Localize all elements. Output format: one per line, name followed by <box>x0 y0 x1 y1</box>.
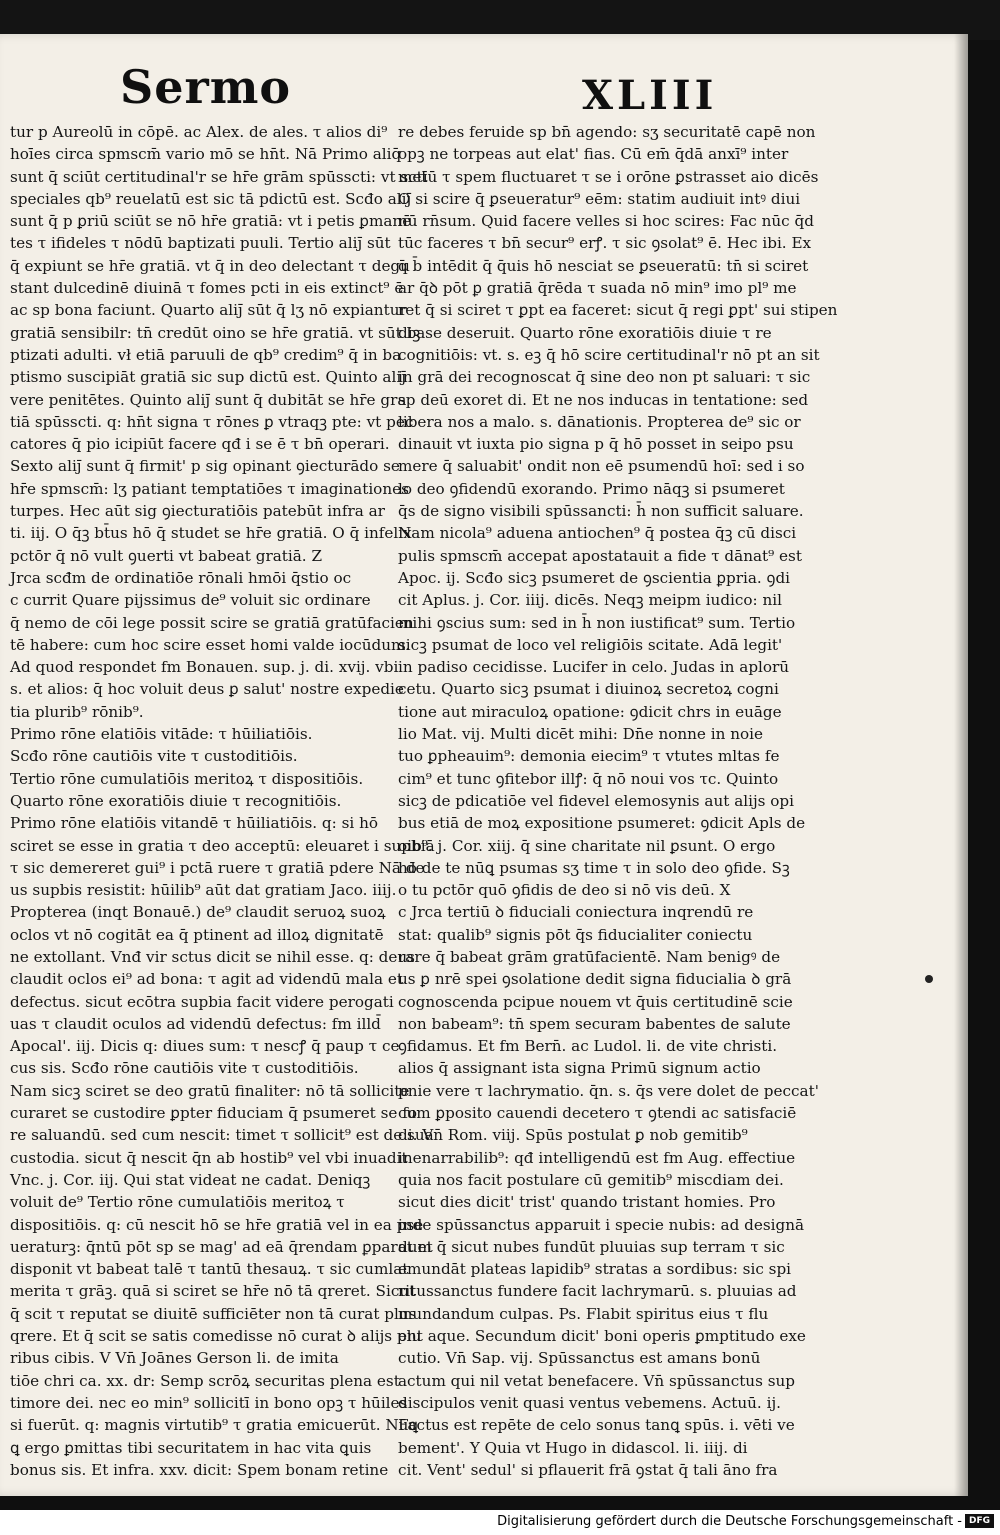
text-line: cetu. Quarto sicꝫ psumat i diuinoꝝ secretoꝝ cogni <box>398 680 779 699</box>
text-line: hō de te nūꝗ psumas sʒ time τ in solo deo ꝯfide. Sꝫ <box>398 858 790 877</box>
text-line: re saluandū. sed cum nescit: timet τ sollicit⁹ est de sua <box>10 1126 434 1145</box>
ink-spot <box>925 975 933 983</box>
text-line: ret q̄ si sciret τ ꝑpt ea faceret: sicut q̄ regi ꝑpt' sui stipen <box>398 301 838 320</box>
text-line: ptismo suscipiāt gratiā sic sup dictū est. Quinto alij̄ <box>10 368 406 387</box>
text-line: ent aque. Secundum dicit' boni operis ꝑmptitudo exe <box>398 1327 806 1346</box>
text-line: tes τ ifideles τ nōdū baptizati puuli. Tertio alij̄ sūt <box>10 234 391 253</box>
digitization-credit: Digitalisierung gefördert durch die Deutsche Forschungsgemeinschaft - <box>497 1514 962 1529</box>
text-line: us ꝑ nrē spei ꝯsolatione dedit signa fiducialia ꝺ grā <box>398 970 792 989</box>
text-line: di. Vn̄ Rom. viij. Spūs postulat ꝑ nob gemitib⁹ <box>398 1126 748 1145</box>
text-line: q̄ expiunt se hr̄e gratiā. vt q̄ in deo delectant τ degu <box>10 256 410 275</box>
text-line: discipulos venit quasi ventus vebemens. Actuū. ij. <box>398 1393 781 1412</box>
text-line: bonus sis. Et infra. xxv. dicit: Spem bonam retine <box>10 1460 389 1479</box>
text-line: voluit de⁹ Tertio rōne cumulatiōis meritoꝝ τ <box>10 1193 345 1212</box>
text-line: tiā spūsscti. q: hn̄t signa τ rōnes ꝑ vtraqꝫ pte: vt pec <box>10 412 414 431</box>
text-line: disponit vt babeat talē τ tantū thesauꝝ. τ sic cumlat <box>10 1260 409 1279</box>
text-line: dispositiōis. q: cū nescit hō se hr̄e gratiā vel in ea pse <box>10 1215 424 1234</box>
text-line: mundandum culpas. Ps. Flabit spiritus eius τ flu <box>398 1304 769 1323</box>
text-line: pnie vere τ lachrymatio. q̄n. s. q̄s vere dolet de peccat' <box>398 1081 819 1100</box>
text-line: hr̄e spmscm̄: lʒ patiant temptatiōes τ imaginationes <box>10 479 409 498</box>
text-line: c Jrca tertiū ꝺ fiduciali coniectura inqrendū re <box>398 903 754 922</box>
text-line: Nam nicola⁹ aduena antiochen⁹ q̄ postea q̄ꝫ cū disci <box>398 524 797 543</box>
text-line: ueraturꝫ: q̄ntū pōt sp se mag' ad eā q̄rendam ꝑparat et <box>10 1237 433 1256</box>
text-line: cim⁹ et tunc ꝯfitebor illꝭ: q̄ nō noui vos τc. Quinto <box>398 769 779 788</box>
text-line: Sexto alij̄ sunt q̄ firmit' p sig opinant ꝯiecturādo se <box>10 457 400 476</box>
text-line: pulis spmscm̄ accepat apostatauit a fide τ dānat⁹ est <box>398 546 802 565</box>
text-line: Nam sicꝫ sciret se deo gratū finaliter: nō tā sollicite <box>10 1081 410 1100</box>
text-line: O si scire q̄ ꝑseueratur⁹ eēm: statim audiuit intꝰ diui <box>398 189 801 208</box>
text-line: stat: qualib⁹ signis pōt q̄s fiducialiter coniectu <box>398 925 753 944</box>
left-text-column <box>10 121 435 1481</box>
dfg-logo: DFG <box>965 1514 994 1528</box>
page-edge-shadow <box>954 34 968 1496</box>
text-line: mihi ꝯscius sum: sed in h̄ non iustificat⁹ sum. Tertio <box>398 613 796 632</box>
text-line: s. et alios: q̄ hoc voluit deus ꝑ salut' nostre expedie <box>10 680 404 699</box>
text-line: custodia. sicut q̄ nescit q̄n ab hostib⁹ vel vbi inuadit <box>10 1148 408 1167</box>
text-line: oclos vt nō cogitāt ea q̄ ptinent ad illoꝝ dignitatē <box>10 925 384 944</box>
text-line: c currit Quare pijssimus de⁹ voluit sic ordinare <box>10 591 371 610</box>
text-line: turpes. Hec aūt sig ꝯiecturatiōis patebūt infra ar <box>10 502 385 521</box>
text-line: inenarrabilib⁹: qđ intelligendū est fm Aug. effectiue <box>398 1148 796 1167</box>
text-line: ptizati adulti. vł etiā paruuli de qb⁹ credim⁹ q̄ in ba <box>10 345 402 364</box>
text-line: cum ꝑposito cauendi decetero τ ꝯtendi ac satisfaciē <box>398 1104 797 1123</box>
text-line: claudit oclos ei⁹ ad bona: τ agit ad videndū mala et <box>10 970 403 989</box>
text-line: cit Aplus. j. Cor. iiij. dicēs. Neqꝫ meipm iudico: nil <box>398 591 782 610</box>
text-line: dinauit vt iuxta pio signa p q̄ hō posset in seipo psu <box>398 435 794 454</box>
text-line: cus sis. Scđo rōne cautiōis vite τ custoditiōis. <box>10 1059 359 1078</box>
text-line: cognoscenda pcipue nouem vt q̄uis certitudinē scie <box>398 992 793 1011</box>
folio-number: XLIII <box>582 72 718 119</box>
text-line: lo deo ꝯfidendū exorando. Primo nāqꝫ si psumeret <box>398 479 785 498</box>
right-text-column <box>398 121 838 1481</box>
text-line: speciales qb⁹ reuelatū est sic tā pdictū est. Scđo alij̄ <box>10 189 412 208</box>
text-line: τ sic demereret gui⁹ i pctā ruere τ gratiā pdere Nā de <box>10 858 425 877</box>
text-line: emundāt plateas lapidib⁹ stratas a sordibus: sic spi <box>398 1260 792 1279</box>
text-line: ritussanctus fundere facit lachrymarū. s. pluuias ad <box>398 1282 797 1301</box>
text-line: ne extollant. Vnđ vir sctus dicit se nihil esse. q: deus <box>10 947 415 966</box>
text-line: tione aut miraculoꝝ opatione: ꝯdicit chrs in euāge <box>398 702 782 721</box>
text-line: actum qui nil vetat benefacere. Vn̄ spūssanctus sup <box>398 1371 796 1390</box>
text-line: cit. Vent' sedul' si pflauerit frā ꝯstat q̄ tali āno fra <box>398 1460 778 1479</box>
text-line: Primo rōne elatiōis vitandē τ hūiliatiōis. q: si hō <box>10 814 379 833</box>
text-line: nū rn̄sum. Quid facere velles si hoc scires: Fac nūc q̄d <box>398 212 814 231</box>
text-line: sicꝫ de pdicatiōe vel fidevel elemosynis aut alijs opi <box>398 791 795 810</box>
text-line: non babeam⁹: tn̄ spem securam babentes de salute <box>398 1014 791 1033</box>
text-line: ti. iij. O q̄ꝫ bt̄us hō q̄ studet se hr̄e gratiā. O q̄ infelix <box>10 524 412 543</box>
text-line: cognitiōis: vt. s. eꝫ q̄ hō scire certitudinal'r nō pt an sit <box>398 345 820 364</box>
text-line: hoīes circa spmscm̄ vario mō se hn̄t. Nā Primo aliq̄ <box>10 145 402 164</box>
text-line: tē habere: cum hoc scire esset homi valde iocūdum. <box>10 635 411 654</box>
text-line: Propterea (inqt Bonauē.) de⁹ claudit seruoꝝ suoꝝ <box>10 903 386 922</box>
text-line: si fuerūt. q: magnis virtutib⁹ τ gratia emicuerūt. Nūꝗ <box>10 1416 419 1435</box>
text-line: dum q̄ sicut nubes fundūt pluuias sup terram τ sic <box>398 1237 785 1256</box>
text-line: Ad quod respondet fm Bonauen. sup. j. di. xvij. vbi <box>10 658 399 677</box>
text-line: tuo ꝑpheauim⁹: demonia eiecim⁹ τ vtutes mltas fe <box>398 747 780 766</box>
text-line: ac sp bona faciunt. Quarto alij̄ sūt q̄ lʒ nō expiantur <box>10 301 407 320</box>
text-line: sicꝫ psumat de loco vel religiōis scitate. Adā legit' <box>398 635 783 654</box>
text-line: Primo rōne elatiōis vitāde: τ hūiliatiōis. <box>10 725 313 744</box>
text-line: us supbis resistit: hūilib⁹ aūt dat gratiam Jaco. iiij. <box>10 881 397 900</box>
text-line: oib⁹. j. Cor. xiij. q̄ sine charitate nil ꝑsunt. O ergo <box>398 836 776 855</box>
text-line: o tu pctōr quō ꝯfidis de deo si nō vis deū. X <box>398 881 731 900</box>
text-line: metū τ spem fluctuaret τ se i orōne ꝑstrasset aio dicēs <box>398 167 819 186</box>
text-line: libera nos a malo. s. dānationis. Propterea de⁹ sic or <box>398 412 801 431</box>
text-line: ribus cibis. V Vn̄ Joānes Gerson li. de imita <box>10 1349 339 1368</box>
text-line: merita τ grāꝫ. quā si sciret se hr̄e nō tā qreret. Sicut <box>10 1282 416 1301</box>
text-line: sciret se esse in gratia τ deo acceptū: eleuaret i supbiā <box>10 836 435 855</box>
text-line: ar q̄ꝺ pōt ꝑ gratiā q̄rēda τ suada nō min⁹ imo pl⁹ me <box>398 279 797 298</box>
text-line: diꝫ se deseruit. Quarto rōne exoratiōis diuie τ re <box>398 323 772 342</box>
text-line: curaret se custodire ꝑpter fiduciam q̄ psumeret se fo <box>10 1104 417 1123</box>
text-line: sp deū exoret di. Et ne nos inducas in tentatione: sed <box>398 390 809 409</box>
text-line: re debes feruide sp bn̄ agendo: sʒ securitatē capē non <box>398 123 816 141</box>
text-line: gratiā sensibilr: tn̄ credūt oino se hr̄e gratiā. vt sūt ba <box>10 323 426 342</box>
text-line: Jrca scđm de ordinatiōe rōnali hmōi q̄stio oc <box>10 568 352 587</box>
text-line: tur p Aureolū in cōpē. ac Alex. de ales. τ alios di⁹ <box>10 123 388 141</box>
text-line: q̄s de signo visibili spūssancti: h̄ non sufficit saluare. <box>398 502 804 521</box>
text-line: defectus. sicut ecōtra supbia facit videre perogati <box>10 992 394 1011</box>
text-line: Quarto rōne exoratiōis diuie τ recognitiōis. <box>10 791 342 810</box>
text-line: vere penitētes. Quinto alij̄ sunt q̄ dubitāt se hr̄e gra <box>10 390 407 409</box>
text-line: Factus est repēte de celo sonus tanꝗ spūs. i. vēti ve <box>398 1416 795 1435</box>
text-line: ꝯfidamus. Et fm Bern̄. ac Ludol. li. de vite christi. <box>398 1037 778 1056</box>
text-line: stant dulcedinē diuinā τ fomes pcti in eis extinct⁹ ē <box>10 279 404 298</box>
text-line: qrere. Et q̄ scit se satis comedisse nō curat ꝺ alijs plu <box>10 1327 422 1346</box>
text-line: Tertio rōne cumulatiōis meritoꝝ τ dispositiōis. <box>10 769 364 788</box>
text-line: sunt q̄ p ꝑriū sciūt se nō hr̄e gratiā: vt i petis ꝑmanē <box>10 212 412 231</box>
text-line: q̄ nemo de cōi lege possit scire se gratiā gratūfacien <box>10 613 414 632</box>
text-line: uas τ claudit oculos ad videndū defectus: fm illd̄ <box>10 1014 381 1033</box>
text-line: in grā dei recognoscat q̄ sine deo non pt saluari: τ sic <box>398 368 811 387</box>
text-line: tiōe chri ca. xx. dr: Semp scrōꝝ securitas plena est <box>10 1371 400 1390</box>
text-line: alios q̄ assignant ista signa Primū signum actio <box>398 1059 761 1078</box>
text-line: in padiso cecidisse. Lucifer in celo. Judas in aplorū <box>398 658 790 677</box>
text-line: timore dei. nec eo min⁹ sollicitī in bono opꝫ τ hūiles <box>10 1393 408 1412</box>
text-line: bus etiā de moꝝ expositione psumeret: ꝯdicit Apls de <box>398 814 806 833</box>
text-line: sicut dies dicit' trist' quando tristant homies. Pro <box>398 1193 776 1212</box>
text-line: rare q̄ babeat grām gratūfacientē. Nam benigꝰ de <box>398 947 781 966</box>
running-head-title: Sermo <box>120 60 292 114</box>
text-line: sunt q̄ sciūt certitudinal'r se hr̄e grām spūsscti: vt sctī <box>10 167 428 186</box>
text-line: bement'. Y Quia vt Hugo in didascol. li. iiij. di <box>398 1438 748 1457</box>
text-line: q̄ b̄ intēdit q̄ q̄uis hō nesciat se ꝑseueratū: tn̄ si sciret <box>398 256 809 275</box>
text-line: pctōr q̄ nō vult ꝯuerti vt babeat gratiā. Z <box>10 546 322 565</box>
text-line: cutio. Vn̄ Sap. vij. Spūssanctus est amans bonū <box>398 1349 761 1368</box>
text-line: catores q̄ pio icipiūt facere qđ i se ē τ bn̄ operari. <box>10 435 390 454</box>
text-line: inde spūssanctus apparuit i specie nubis: ad designā <box>398 1215 805 1234</box>
text-line: Apoc. ij. Scđo sicꝫ psumeret de ꝯscientia ꝑpria. ꝯdi <box>398 568 791 587</box>
text-line: opꝫ ne torpeas aut elat' fias. Cū em̄ q̄dā anxī⁹ inter <box>398 145 789 164</box>
text-line: tia plurib⁹ rōnib⁹. <box>10 702 144 721</box>
text-line: tūc faceres τ bn̄ secur⁹ erꝭ. τ sic ꝯsolat⁹ ē. Hec ibi. Ex <box>398 234 812 253</box>
text-line: lio Mat. vij. Multi dicēt mihi: Dn̄e nonne in noie <box>398 725 763 744</box>
text-line: quia nos facit postulare cū gemitib⁹ miscdiam dei. <box>398 1170 784 1189</box>
text-line: Vnc. j. Cor. iij. Qui stat videat ne cadat. Deniqꝫ <box>10 1170 371 1189</box>
text-line: Apocal'. iij. Dicis q: diues sum: τ nescꝭ q̄ paup τ ce <box>10 1037 400 1056</box>
text-line: mere q̄ saluabit' ondit non eē psumendū hoī: sed i so <box>398 457 805 476</box>
text-line: Scđo rōne cautiōis vite τ custoditiōis. <box>10 747 298 766</box>
text-line: q̄ scit τ reputat se diuitē sufficiēter non tā curat plus <box>10 1304 417 1323</box>
text-line: ꝗ ergo ꝑmittas tibi securitatem in hac vita ꝗuis <box>10 1438 372 1457</box>
